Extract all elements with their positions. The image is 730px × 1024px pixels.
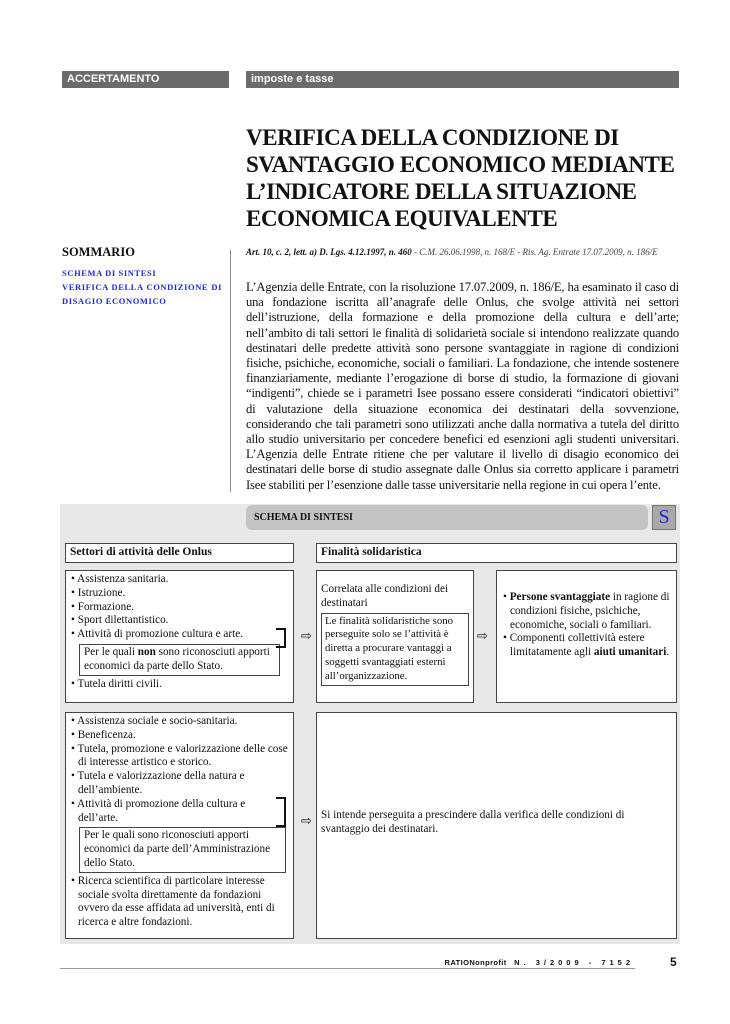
arrow-right-icon: ⇨ [301, 813, 312, 828]
reference-main: Art. 10, c. 2, lett. a) D. Lgs. 4.12.1997, n. 460 [246, 247, 412, 257]
list-item: • Attività di promozione cultura e arte. [69, 628, 290, 642]
bracket-icon [276, 628, 286, 648]
column-header-settori: Settori di attività delle Onlus [65, 543, 294, 563]
list-item: • Istruzione. [69, 587, 290, 601]
article-title: VERIFICA DELLA CONDIZIONE DI SVANTAGGIO ECONOMICO MEDIANTE L’INDICATORE DELLA SITUAZIONE ECONOMICA EQUIVALENTE [246, 125, 675, 231]
list-item: • Attività di promozione della cultura e dell’arte. [69, 798, 290, 826]
journal-name: RATIONonprofit [444, 958, 507, 967]
list-item: • Beneficenza. [69, 729, 290, 743]
list-item: • Assistenza sociale e socio-sanitaria. [69, 715, 290, 729]
settori-box-2 [65, 712, 294, 939]
article-body: L’Agenzia delle Entrate, con la risoluzione 17.07.2009, n. 186/E, ha esaminato il caso di una fondazione iscritta all’anagrafe delle Onlus, che svolge attività nei settori dell’istruzione, della formazione e della promozione della cultura e dell’arte; nell’ambito di tali settori le finalità di solidarietà sociale si intendono realizzate quando destinatari delle predette attività sono persone svantaggiate in ragione di condizioni fisiche, psichiche, economiche, sociali o familiari. La fondazione, che intende sostenere finanziariamente, mediante l’erogazione di borse di studio, la formazione di giovani “indigenti”, chiede se i parametri Isee possano essere considerati “indicatori obiettivi” di valutazione della situazione economica dei destinatari della sovvenzione, considerando che tali parametri sono utilizzati anche dalla normativa a tutela del diritto allo studio universitario per concedere benefici ed esenzioni agli studenti universitari. L’Agenzia delle Entrate ritiene che per valutare il livello di disagio economico dei destinatari delle borse di studio assegnate dalle Onlus sia corretto applicare i parametri Isee stabiliti per l’esenzione dalle tasse universitarie nella regione in cui opera l’ente. [246, 280, 679, 492]
sommario-link-schema[interactable]: SCHEMA DI SINTESI [62, 268, 157, 278]
list-item: • Tutela, promozione e valorizzazione delle cose di interesse artistico e storico. [69, 743, 290, 771]
middle-note: Le finalità solidaristiche sono perseguite solo se l’attività è diretta a procurare vantaggi a soggetti svantaggiati esterni all’organizzazione. [321, 613, 469, 686]
finalita-middle-box [316, 570, 474, 703]
sommario-heading: SOMMARIO [62, 245, 135, 259]
reference-rest: - C.M. 26.06.1998, n. 168/E - Ris. Ag. Entrate 17.07.2009, n. 186/E [411, 247, 658, 257]
note-emphasis: non [137, 645, 156, 658]
finalita-right-box [496, 570, 677, 703]
list-item: • Tutela e valorizzazione della natura e dell’ambiente. [69, 770, 290, 798]
list-item [501, 632, 672, 660]
list-item: • Formazione. [69, 601, 290, 615]
footer-issue [445, 958, 634, 967]
list-item: • Ricerca scientifica di particolare interesse sociale svolta direttamente da fondazioni ovvero da esse affidata ad università, enti di ricerca e altre fondazioni. [69, 875, 290, 930]
footer-rule [60, 968, 635, 969]
note-text: sono riconosciuti apporti economici da parte dello Stato. [84, 645, 270, 672]
list-item: • Sport dilettantistico. [69, 614, 290, 628]
list-item [501, 591, 672, 632]
sommario [62, 245, 222, 308]
text: Componenti collettività estere limitatamente agli [509, 632, 645, 659]
arrow-right-icon: ⇨ [477, 628, 488, 643]
schema-heading: SCHEMA DI SINTESI [246, 505, 648, 530]
note-text: Per le quali [84, 645, 138, 658]
text: in ragione di condizioni fisiche, psichiche, economiche, sociali o familiari. [510, 591, 670, 631]
note-box [79, 644, 280, 676]
column-header-finalita: Finalità solidaristica [316, 543, 677, 563]
finalita-box-2: Si intende perseguita a prescindere dalla verifica delle condizioni di svantaggio dei destinatari. [316, 712, 677, 939]
section-label: ACCERTAMENTO [62, 71, 229, 88]
sommario-link-verifica[interactable]: VERIFICA DELLA CONDIZIONE DI DISAGIO ECONOMICO [62, 282, 222, 306]
page-number: 5 [670, 955, 677, 969]
list-item: • Assistenza sanitaria. [69, 573, 290, 587]
bracket-icon [276, 797, 286, 827]
column-divider [230, 250, 231, 492]
schema-badge-icon: S [652, 505, 676, 530]
text: . [666, 646, 670, 659]
middle-title: Correlata alle condizioni dei destinatari [321, 583, 449, 609]
category-label: imposte e tasse [246, 71, 679, 88]
note-box: Per le quali sono riconosciuti apporti economici da parte dell’Amministrazione dello Stato. [79, 827, 286, 872]
emphasis: aiuti umanitari [593, 646, 667, 659]
emphasis: Persone svantaggiate [509, 591, 611, 603]
issue-number: N. 3/2009 - 7152 [514, 958, 634, 967]
legal-references [246, 246, 679, 258]
settori-box-1 [65, 570, 294, 703]
arrow-right-icon: ⇨ [301, 628, 312, 643]
list-item: • Tutela diritti civili. [69, 678, 290, 692]
